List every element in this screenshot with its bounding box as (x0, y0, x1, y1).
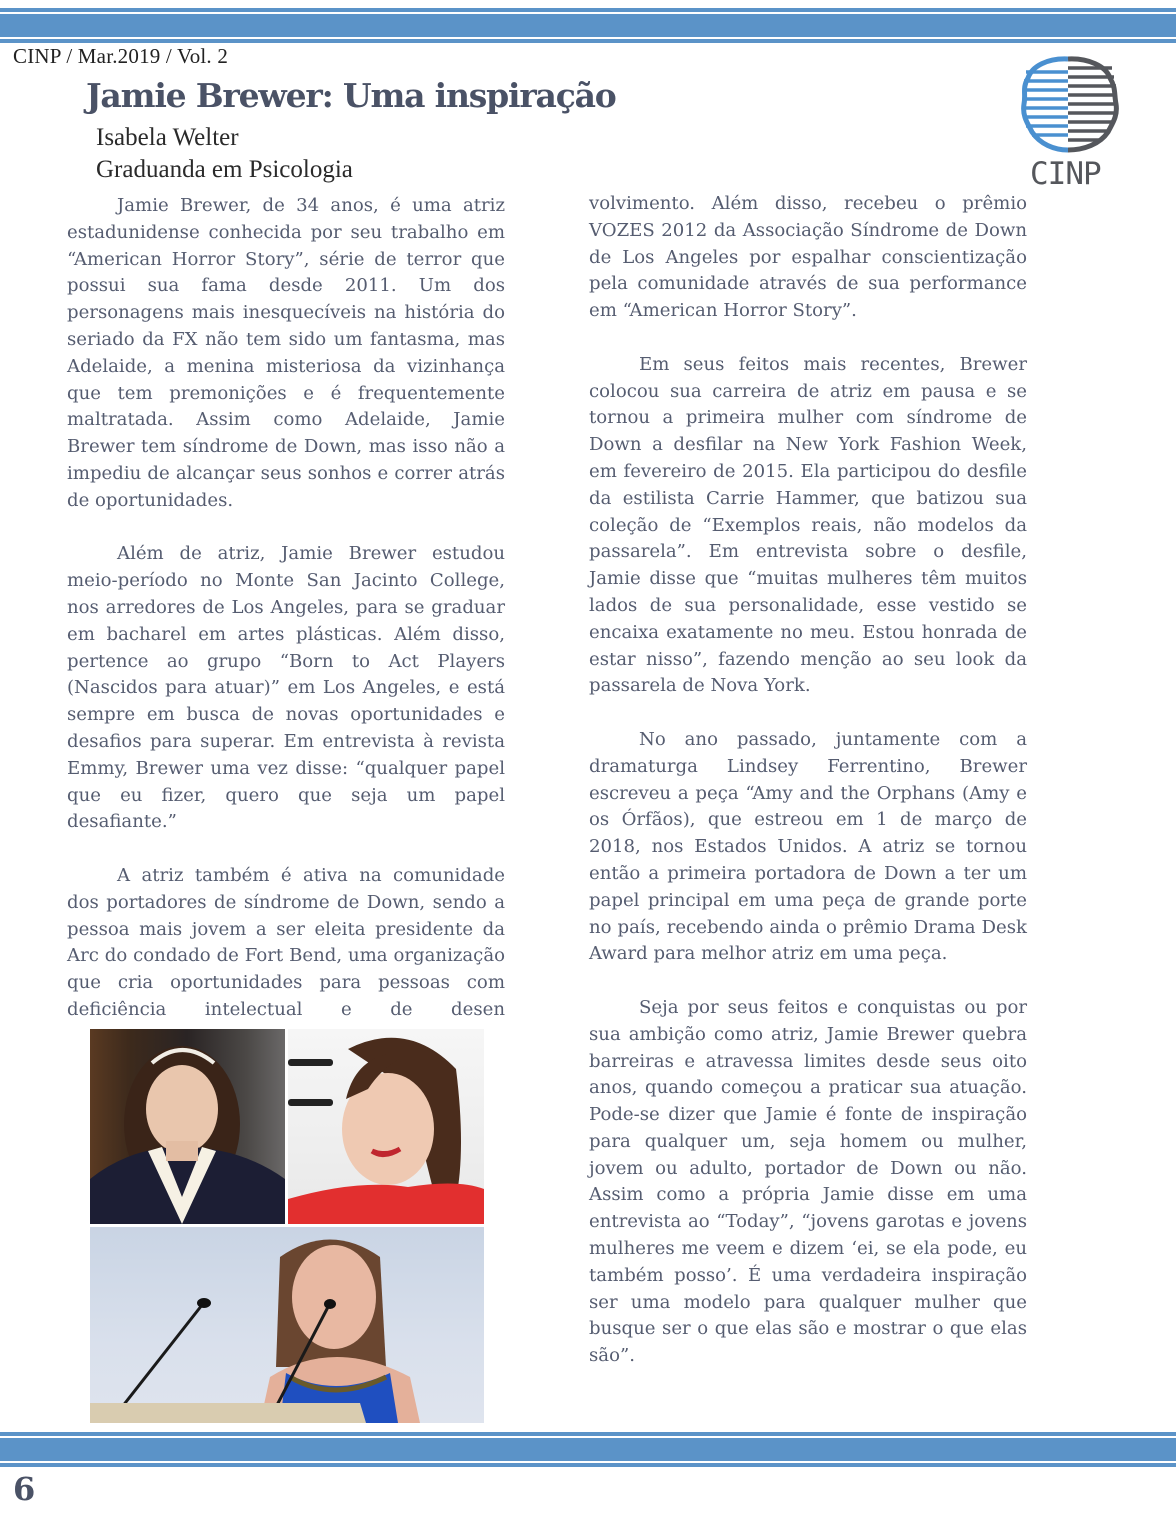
photo-jamie-podium (90, 1227, 484, 1423)
photo-jamie-headband (90, 1029, 285, 1224)
paragraph: Em seus feitos mais recentes, Brewer colocou sua carreira de atriz em pausa e se tornou a primeira mulher com síndrome de Down a desfilar na New York Fashion Week, em fevereiro de 2015. Ela participou do desfile da estilista Carrie Hammer, que batizou sua coleção de “Exemplos reais, não modelos da passarela”. Em entrevista sobre o desfile, Jamie disse que “muitas mulheres têm muitos lados de sua personalidade, esse vestido se encaixa exatamente no meu. Estou honrada de estar nisso”, fazendo menção ao seu look da passarela de Nova York. (589, 353, 1027, 697)
logo-text: CINP (1030, 156, 1101, 192)
article-column-right (589, 191, 1027, 1397)
article-title: Jamie Brewer: Uma inspiração (86, 76, 616, 115)
author-name: Isabela Welter (96, 124, 239, 151)
bar-line (0, 39, 1176, 43)
podium-illustration (90, 1227, 484, 1423)
bar-line (0, 1432, 1176, 1436)
paragraph: No ano passado, juntamente com a dramaturga Lindsey Ferrentino, Brewer escreveu a peça “Amy and the Orphans (Amy e os Órfãos), que estreou em 1 de março de 2018, nos Estados Unidos. A atriz se tornou então a primeira portadora de Down a ter um papel principal em uma peça de grande porte no país, recebendo ainda o prêmio Drama Desk Award para melhor atriz em uma peça. (589, 728, 1027, 965)
bar-line (0, 1463, 1176, 1467)
bar-band (0, 14, 1176, 37)
paragraph: Seja por seus feitos e conquistas ou por sua ambição como atriz, Jamie Brewer quebra barreiras e atravessa limites desde seus oito anos, quando começou a praticar sua atuação. Pode-se dizer que Jamie é fonte de inspiração para qualquer um, seja homem ou mulher, jovem ou adulto, portador de Down ou não. Assim como a própria Jamie disse em uma entrevista ao “Today”, “jovens garotas e jovens mulheres me veem e dizem ‘ei, se ela pode, eu também posso’. É uma verdadeira inspiração ser uma modelo para qualquer mulher que busque ser o que elas são e mostrar o que elas são”. (589, 996, 1027, 1367)
portrait-illustration (90, 1029, 285, 1224)
paragraph: A atriz também é ativa na comunidade dos portadores de síndrome de Down, sendo a pessoa mais jovem a ser eleita presidente da Arc do condado de Fort Bend, uma organização que cria oportunidades para pessoas com deficiência intelectual e de desen (67, 864, 505, 1020)
portrait-illustration (288, 1029, 484, 1224)
top-decorative-bar (0, 8, 1176, 44)
photo-collage (90, 1029, 484, 1423)
paragraph: volvimento. Além disso, recebeu o prêmio VOZES 2012 da Associação Síndrome de Down de Los Angeles por espalhar conscientização pela comunidade através de sua performance em “American Horror Story”. (589, 193, 1027, 322)
bottom-decorative-bar (0, 1432, 1176, 1468)
bar-line (0, 8, 1176, 12)
author-role: Graduanda em Psicologia (96, 156, 353, 183)
paragraph: Além de atriz, Jamie Brewer estudou meio-período no Monte San Jacinto College, nos arredores de Los Angeles, para se graduar em bacharel em artes plásticas. Além disso, pertence ao grupo “Born to Act Players (Nascidos para atuar)” em Los Angeles, e está sempre em busca de novas oportunidades e desafios para superar. Em entrevista à revista Emmy, Brewer uma vez disse: “qualquer papel que eu fizer, quero que seja um papel desafiante.” (67, 543, 505, 833)
bar-band (0, 1438, 1176, 1461)
photo-jamie-red-dress (288, 1029, 484, 1224)
brain-stripes-logo-icon (1018, 54, 1122, 154)
page-number: 6 (13, 1470, 36, 1508)
paragraph: Jamie Brewer, de 34 anos, é uma atriz estadunidense conhecida por seu trabalho em “American Horror Story”, série de terror que possui sua fama desde 2011. Um dos personagens mais inesquecíveis na história do seriado da FX não tem sido um fantasma, mas Adelaide, a menina misteriosa da vizinhança que tem premonições e é frequentemente maltratada. Assim como Adelaide, Jamie Brewer tem síndrome de Down, mas isso não a impediu de alcançar seus sonhos e correr atrás de oportunidades. (67, 195, 505, 511)
article-column-left (67, 193, 505, 1051)
issue-info: CINP / Mar.2019 / Vol. 2 (13, 44, 229, 68)
